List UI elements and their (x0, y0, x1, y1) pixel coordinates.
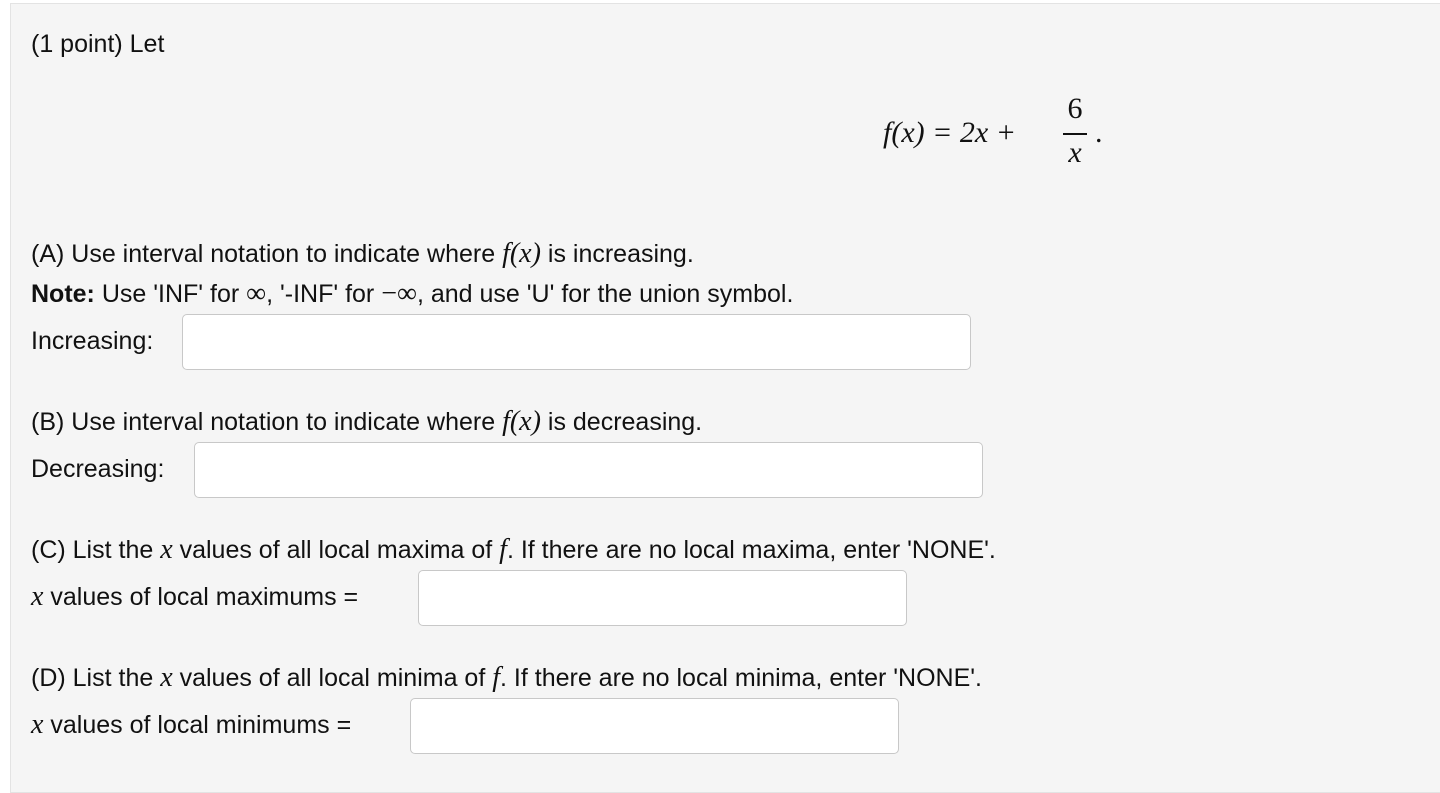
decreasing-label: Decreasing: (31, 455, 165, 483)
fx-math: f(x) (502, 238, 541, 269)
part-a-note: Note: Use 'INF' for ∞, '-INF' for −∞, and use 'U' for the union symbol. (31, 278, 794, 309)
local-min-input[interactable] (410, 698, 899, 754)
equation-fraction (1061, 94, 1089, 168)
note-label: Note: (31, 280, 95, 308)
fraction-bar (1063, 133, 1087, 135)
increasing-input[interactable] (182, 314, 971, 370)
local-max-input[interactable] (418, 570, 907, 626)
x-math: x (160, 534, 173, 565)
problem-intro: (1 point) Let (31, 30, 165, 58)
x-math: x (31, 581, 44, 612)
f-math: f (499, 534, 507, 565)
part-c-question: (C) List the x values of all local maxima of f. If there are no local maxima, enter 'NONE'. (31, 534, 996, 565)
equation-lhs: f(x) = 2x + (883, 116, 1016, 149)
decreasing-input[interactable] (194, 442, 983, 498)
f-math: f (492, 662, 501, 693)
neg-infinity-symbol: −∞ (381, 278, 417, 309)
x-math: x (160, 662, 173, 693)
problem-panel (10, 3, 1440, 793)
equation-period: . (1095, 116, 1103, 149)
fraction-denominator: x (1068, 136, 1082, 169)
fraction-numerator: 6 (1067, 92, 1083, 125)
part-d-question: (D) List the x values of all local minima of f. If there are no local minima, enter 'NONE'. (31, 662, 982, 693)
infinity-symbol: ∞ (246, 278, 267, 309)
part-b-question: (B) Use interval notation to indicate where f(x) is decreasing. (31, 406, 703, 437)
increasing-label: Increasing: (31, 327, 154, 355)
local-min-label: x values of local minimums = (31, 709, 352, 740)
x-math: x (31, 709, 44, 740)
part-a-question: (A) Use interval notation to indicate where f(x) is increasing. (31, 238, 694, 269)
local-max-label: x values of local maximums = (31, 581, 359, 612)
fx-math: f(x) (502, 406, 541, 437)
